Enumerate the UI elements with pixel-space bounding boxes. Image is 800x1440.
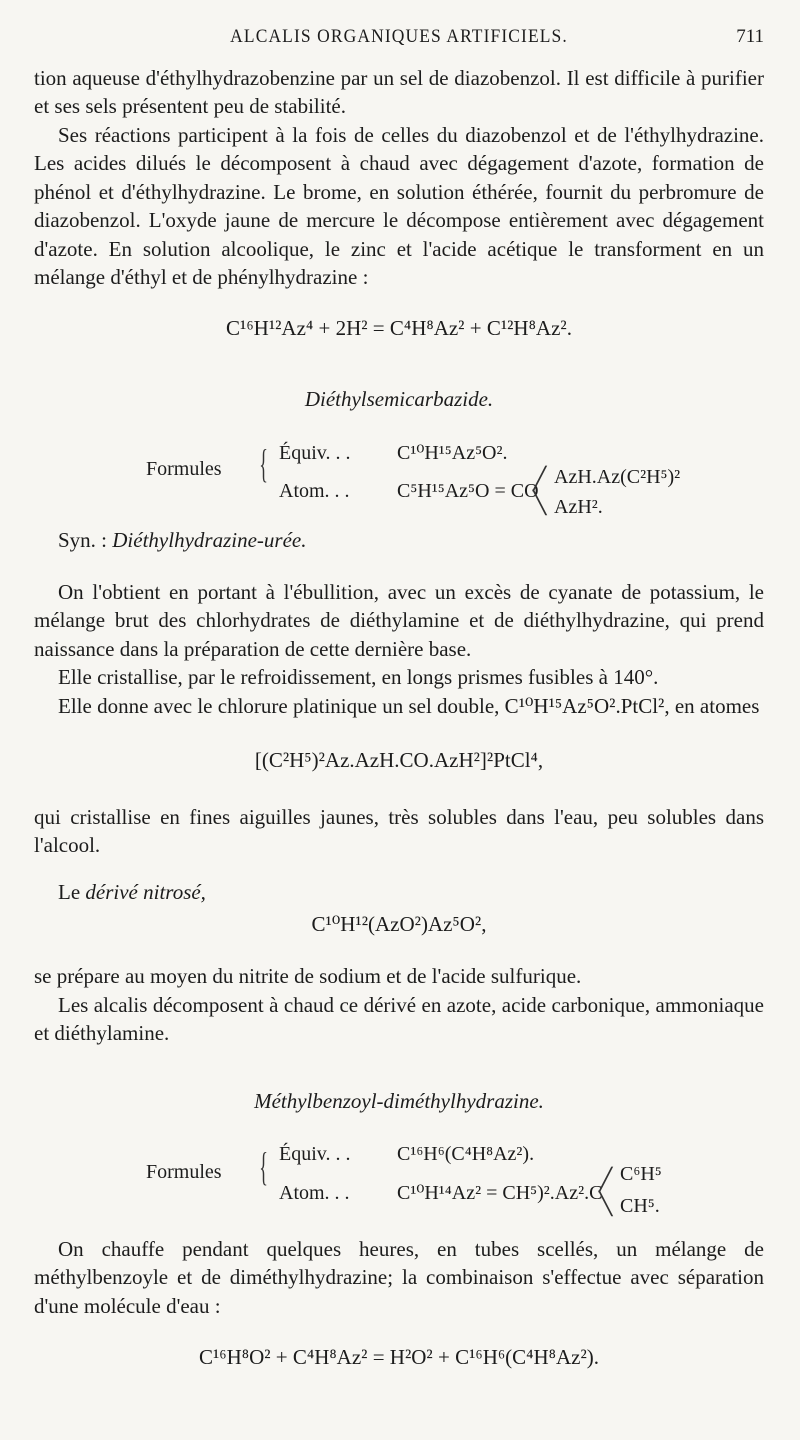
equation-4: C¹⁶H⁸O² + C⁴H⁸Az² = H²O² + C¹⁶H⁶(C⁴H⁸Az²). — [198, 1345, 600, 1369]
equation-2: [(C²H⁵)²Az.AzH.CO.AzH²]²PtCl⁴, — [254, 748, 544, 772]
branch-up-icon: ╱ — [599, 1167, 613, 1192]
synonym-line — [58, 528, 306, 553]
formula-label: Formules — [146, 458, 222, 480]
formula-block-1 — [34, 440, 764, 520]
formula-block-2 — [34, 1143, 764, 1223]
formula-branch-bottom: AzH². — [554, 496, 603, 518]
formula-equiv-row — [279, 440, 508, 465]
formula-equiv-key: Équiv. . . — [279, 442, 351, 464]
formula-branch-top: C⁶H⁵ — [620, 1163, 662, 1185]
formula-atom-key: Atom. . . — [279, 1182, 350, 1204]
synonym-label: Syn. : — [58, 528, 108, 552]
formula-branch-bottom: CH⁵. — [620, 1195, 660, 1217]
paragraph-8: se prépare au moyen du nitrite de sodium et de l'acide sulfurique. — [34, 964, 582, 988]
paragraph-6: qui cristallise en fines aiguilles jaunes, très solubles dans l'eau, peu solubles dans l'alcool. — [34, 805, 764, 858]
running-title: ALCALIS ORGANIQUES ARTIFICIELS. — [230, 26, 568, 47]
paragraph-7-prefix: Le — [58, 880, 81, 904]
paragraph-7 — [58, 880, 206, 905]
equation-3: C¹⁰H¹²(AzO²)Az⁵O², — [311, 912, 487, 936]
formula-atom-value: C⁵H¹⁵Az⁵O = CO — [397, 480, 539, 502]
formula-equiv-value: C¹⁶H⁶(C⁴H⁸Az²). — [397, 1143, 535, 1165]
formula-atom-value: C¹⁰H¹⁴Az² = CH⁵)².Az².C — [397, 1182, 603, 1204]
section-title-methylbenzoyl: Méthylbenzoyl-diméthylhydrazine. — [254, 1089, 544, 1113]
brace-icon: { — [259, 1144, 268, 1189]
formula-equiv-value: C¹⁰H¹⁵Az⁵O². — [397, 442, 508, 464]
formula-branch-top: AzH.Az(C²H⁵)² — [554, 466, 681, 488]
formula-equiv-key: Équiv. . . — [279, 1143, 351, 1165]
branch-down-icon: ╲ — [599, 1191, 613, 1216]
paragraph-5: Elle donne avec le chlorure platinique un sel double, C¹⁰H¹⁵Az⁵O².PtCl², en atomes — [58, 694, 760, 718]
formula-equiv-row — [279, 1143, 534, 1166]
page-number: 711 — [736, 26, 764, 47]
brace-icon: { — [259, 441, 268, 486]
formula-atom-row — [279, 1180, 602, 1205]
paragraph-7-italic: dérivé nitrosé, — [85, 880, 206, 904]
running-header — [34, 26, 764, 56]
paragraph-1: tion aqueuse d'éthylhydrazobenzine par un sel de diazobenzol. Il est difficile à purifier et ses sels présentent peu de stabilité. — [34, 66, 764, 119]
paragraph-3: On l'obtient en portant à l'ébullition, avec un excès de cyanate de potassium, le mélange brut des chlorhydrates de diéthylamine et de diéthylhydrazine, qui prend naissance dans la préparation de cette dernière base. — [34, 580, 764, 661]
synonym-name: Diéthylhydrazine-urée. — [112, 528, 307, 552]
equation-1: C¹⁶H¹²Az⁴ + 2H² = C⁴H⁸Az² + C¹²H⁸Az². — [226, 316, 572, 340]
formula-label: Formules — [146, 1161, 222, 1183]
branch-down-icon: ╲ — [533, 490, 547, 515]
paragraph-10: On chauffe pendant quelques heures, en tubes scellés, un mélange de méthylbenzoyle et de diméthylhydrazine; la combinaison s'effectue avec séparation d'une molécule d'eau : — [34, 1237, 764, 1318]
paragraph-9: Les alcalis décomposent à chaud ce dérivé en azote, acide carbonique, ammoniaque et diéthylamine. — [34, 993, 764, 1046]
paragraph-2: Ses réactions participent à la fois de celles du diazobenzol et de l'éthylhydrazine. Les acides dilués le décomposent à chaud avec dégagement d'azote, formation de phénol et d'éthylhydrazine. Le brome, en solution éthérée, fournit du perbromure de diazobenzol. L'oxyde jaune de mercure le décompose entièrement avec dégagement d'azote. En solution alcoolique, le zinc et l'acide acétique le transforment en un mélange d'éthyl et de phénylhydrazine : — [34, 123, 764, 290]
section-title-diethylsemicarbazide: Diéthylsemicarbazide. — [304, 387, 494, 411]
branch-up-icon: ╱ — [533, 466, 547, 491]
paragraph-4: Elle cristallise, par le refroidissement, en longs prismes fusibles à 140°. — [58, 665, 659, 689]
formula-atom-key: Atom. . . — [279, 480, 350, 502]
formula-atom-row — [279, 480, 539, 503]
